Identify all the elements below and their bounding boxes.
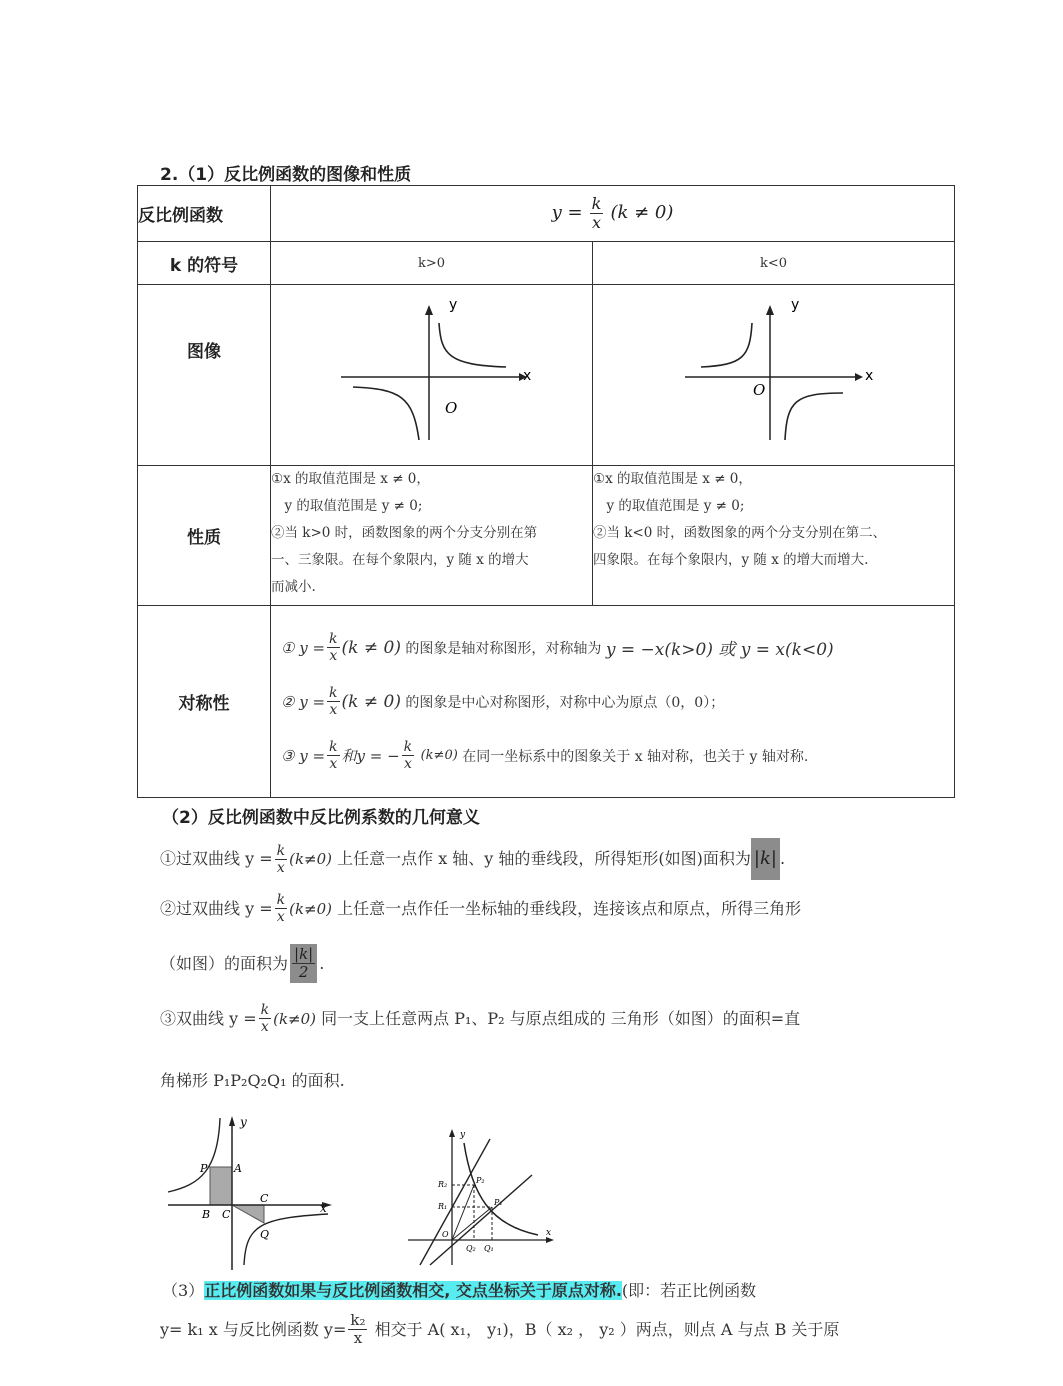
x-axis-label: x <box>523 368 532 384</box>
svg-text:Q₁: Q₁ <box>484 1244 494 1253</box>
svg-text:C: C <box>222 1208 231 1221</box>
geometric-area-figure <box>160 1110 350 1275</box>
part2-item-2: ②过双曲线 y = $\frac{k}{x}$ (k≠0) 上任意一点作任一坐标轴的垂线段，连接该点和原点，所得三角形 <box>160 892 802 925</box>
svg-text:B: B <box>202 1208 211 1221</box>
row-graph <box>138 285 955 466</box>
svg-text:P₁: P₁ <box>494 1198 503 1207</box>
formula-fraction: $\frac{k}{x}$ <box>591 194 602 232</box>
x-axis-label-2: x <box>865 368 874 384</box>
svg-text:x: x <box>320 1201 327 1215</box>
svg-text:y: y <box>240 1115 247 1129</box>
origin-label-2: O <box>753 381 766 399</box>
svg-text:Q: Q <box>260 1228 270 1241</box>
part2-item-3: ③双曲线 y = $\frac{k}{x}$ (k≠0) 同一支上任意两点 P₁、P₂ 与原点组成的 三角形（如图）的面积=直 <box>160 1002 801 1035</box>
part3-line-1: （3）正比例函数如果与反比例函数相交, 交点坐标关于原点对称.(即：若正比例函数 <box>162 1281 757 1300</box>
symmetry-item-1: ① y = $\frac{k}{x}$ (k ≠ 0) 的图象是轴对称图形，对称轴为 y = −x(k>0) 或 y = x(k<0) <box>281 631 834 664</box>
k-positive: k>0 <box>271 242 593 285</box>
part2-item-3-cont: 角梯形 P₁P₂Q₂Q₁ 的面积. <box>160 1071 345 1090</box>
label-function: 反比例函数 <box>138 186 271 242</box>
row-properties <box>138 466 955 606</box>
svg-text:P₂: P₂ <box>476 1176 485 1185</box>
svg-text:R₂: R₂ <box>438 1180 448 1189</box>
svg-text:C: C <box>260 1192 269 1205</box>
label-properties: 性质 <box>138 466 271 606</box>
hyperbola-negative-graph <box>593 285 955 461</box>
graph-k-positive <box>271 285 593 466</box>
row-k-sign <box>138 242 955 285</box>
origin-label: O <box>445 399 458 417</box>
area-value-k: |k| <box>751 838 780 880</box>
area-value-half-k: $\frac{|k|}{2}$ <box>290 944 317 983</box>
row-symmetry <box>138 606 955 798</box>
k-negative: k<0 <box>593 242 955 285</box>
y-axis-label-2: y <box>791 297 800 313</box>
symmetry-item-3: ③ y = $\frac{k}{x}$ 和y = − $\frac{k}{x}$ (k≠0) 在同一坐标系中的图象关于 x 轴对称，也关于 y 轴对称. <box>281 739 809 772</box>
properties-positive: ①x 的取值范围是 x ≠ 0， y 的取值范围是 y ≠ 0; ②当 k>0 时，函数图象的两个分支分别在第 一、三象限。在每个象限内，y 随 x 的增大 而减小. <box>271 466 593 606</box>
function-formula: y = $\frac{k}{x}$ (k ≠ 0) <box>271 186 955 242</box>
svg-text:R₁: R₁ <box>438 1202 448 1211</box>
symmetry-item-2: ② y = $\frac{k}{x}$ (k ≠ 0) 的图象是中心对称图形，对称中心为原点（0，0）； <box>281 685 725 718</box>
hyperbola-positive-graph <box>271 285 593 461</box>
label-k-sign: k 的符号 <box>138 242 271 285</box>
svg-text:A: A <box>234 1162 242 1175</box>
part3-line-2: y= k₁ x 与反比例函数 y= $\frac{\text{k₂}}{x}$ 相交于 A( x₁， y₁)，B（ x₂ ， y₂ ）两点，则点 A 与点 B 关于原 <box>160 1311 840 1347</box>
symmetry-content <box>271 606 955 798</box>
svg-text:Q₂: Q₂ <box>466 1244 476 1253</box>
part2-item-2-cont: （如图）的面积为 $\frac{|k|}{2}$ . <box>160 945 325 981</box>
properties-negative: ①x 的取值范围是 x ≠ 0， y 的取值范围是 y ≠ 0; ②当 k<0 时，函数图象的两个分支分别在第二、 四象限。在每个象限内，y 随 x 的增大而增大. <box>593 466 955 606</box>
graph-k-negative <box>593 285 955 466</box>
svg-text:x: x <box>546 1228 552 1238</box>
highlight-conclusion: 正比例函数如果与反比例函数相交, 交点坐标关于原点对称. <box>204 1281 622 1300</box>
label-symmetry: 对称性 <box>138 606 271 798</box>
svg-text:y: y <box>460 1130 466 1140</box>
y-axis-label: y <box>449 297 458 313</box>
part2-item-1: ①过双曲线 y = $\frac{k}{x}$ (k≠0) 上任意一点作 x 轴、y 轴的垂线段，所得矩形(如图)面积为 |k| . <box>160 838 785 880</box>
section-title: 2.（1）反比例函数的图像和性质 <box>160 165 412 185</box>
svg-text:O: O <box>442 1230 449 1239</box>
part2-title: （2）反比例函数中反比例系数的几何意义 <box>162 808 480 828</box>
trapezoid-area-figure <box>400 1125 560 1270</box>
svg-text:P: P <box>200 1162 208 1175</box>
row-function <box>138 186 955 242</box>
properties-table <box>137 185 955 798</box>
label-graph: 图像 <box>138 285 271 466</box>
